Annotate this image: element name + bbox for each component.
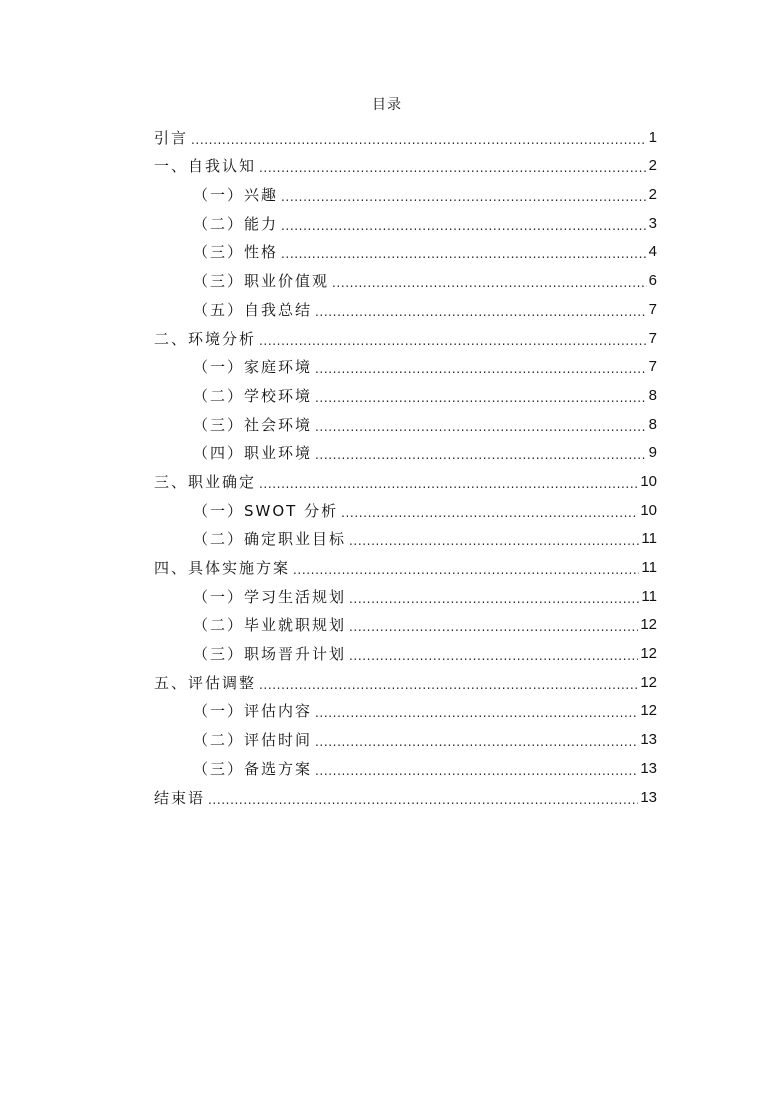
toc-entry-label: （一）SWOT 分析 <box>193 501 339 520</box>
toc-leader-dots <box>349 620 638 634</box>
toc-entry-label: （二）确定职业目标 <box>193 530 347 549</box>
toc-entry-label: 二、环境分析 <box>154 329 257 348</box>
toc-leader-dots <box>315 448 647 462</box>
toc-entry[interactable] <box>154 175 657 204</box>
toc-leader-dots <box>259 678 638 692</box>
toc-leader-dots <box>341 506 638 520</box>
toc-entry-page: 6 <box>648 272 657 290</box>
toc-leader-dots <box>191 133 647 147</box>
toc-entry-label: 结束语 <box>154 788 206 807</box>
toc-entry[interactable] <box>154 261 657 290</box>
toc-entry-page: 2 <box>648 186 657 204</box>
toc-entry-page: 12 <box>640 616 657 634</box>
toc-entry[interactable] <box>154 147 657 176</box>
toc-entry[interactable] <box>154 118 657 147</box>
toc-entry[interactable] <box>154 462 657 491</box>
toc-entry[interactable] <box>154 290 657 319</box>
toc-entry-label: （二）能力 <box>193 214 279 233</box>
toc-entry-page: 7 <box>648 358 657 376</box>
toc-entry[interactable] <box>154 434 657 463</box>
toc-leader-dots <box>281 190 647 204</box>
toc-entry[interactable] <box>154 204 657 233</box>
toc-entry-page: 11 <box>641 559 657 576</box>
toc-entry-page: 12 <box>640 645 657 663</box>
toc-entry-label: （三）备选方案 <box>193 759 313 778</box>
toc-entry-label: （一）兴趣 <box>193 186 279 205</box>
toc-entry-page: 13 <box>640 731 657 749</box>
toc-title: 目录 <box>372 97 402 113</box>
toc-entry-label: （一）学习生活规划 <box>193 587 347 606</box>
toc-entry-page: 8 <box>648 386 657 404</box>
toc-leader-dots <box>349 534 639 548</box>
toc-leader-dots <box>208 793 638 807</box>
toc-entry-label: 五、评估调整 <box>154 673 257 692</box>
toc-leader-dots <box>315 305 647 319</box>
toc-entry[interactable] <box>154 663 657 692</box>
toc-entry[interactable] <box>154 348 657 377</box>
toc-leader-dots <box>259 477 638 491</box>
toc-entry-label: 引言 <box>154 128 189 147</box>
toc-entry-label: （二）学校环境 <box>193 386 313 405</box>
toc-entry-page: 10 <box>640 472 657 490</box>
toc-entry[interactable] <box>154 376 657 405</box>
toc-entry-page: 9 <box>648 444 657 462</box>
toc-entry-label: 三、职业确定 <box>154 472 257 491</box>
toc-entry-label: 一、自我认知 <box>154 157 257 176</box>
toc-leader-dots <box>315 420 647 434</box>
toc-entry[interactable] <box>154 319 657 348</box>
toc-entry[interactable] <box>154 749 657 778</box>
toc-leader-dots <box>281 219 647 233</box>
toc-entry[interactable] <box>154 606 657 635</box>
toc-entry-label: 四、具体实施方案 <box>154 559 291 577</box>
toc-entry-page: 12 <box>640 673 657 691</box>
toc-entry-label: （二）评估时间 <box>193 731 313 750</box>
toc-entry-label: （三）职场晋升计划 <box>193 645 347 664</box>
toc-entry-page: 8 <box>648 415 657 433</box>
toc-leader-dots <box>315 735 638 749</box>
toc-entry-page: 10 <box>640 501 657 519</box>
toc-leader-dots <box>315 764 638 778</box>
toc-entry-label: （一）家庭环境 <box>193 358 313 377</box>
toc-entry[interactable] <box>154 520 657 549</box>
toc-entry-page: 13 <box>640 788 657 806</box>
toc-leader-dots <box>332 276 647 290</box>
toc-entry-label: （三）性格 <box>193 243 279 262</box>
toc-entry[interactable] <box>154 233 657 262</box>
toc-entry-label: （五）自我总结 <box>193 300 313 319</box>
toc-leader-dots <box>315 362 647 376</box>
toc-entry-page: 11 <box>641 587 657 605</box>
toc-entry-label: （二）毕业就职规划 <box>193 616 347 635</box>
toc-entry-page: 2 <box>648 157 657 175</box>
toc-leader-dots <box>315 391 647 405</box>
toc-leader-dots <box>349 649 638 663</box>
toc-entry-label: （一）评估内容 <box>193 702 313 721</box>
toc-leader-dots <box>349 592 639 606</box>
toc-entry[interactable] <box>154 778 657 807</box>
toc-entry[interactable] <box>154 720 657 749</box>
toc-entry-page: 12 <box>640 702 657 720</box>
toc-entry-page: 11 <box>641 530 657 548</box>
toc-entry-page: 7 <box>648 329 657 347</box>
toc-leader-dots <box>281 247 647 261</box>
toc-entry-page: 7 <box>648 300 657 318</box>
toc-leader-dots <box>259 161 647 175</box>
toc-entry-page: 3 <box>648 214 657 232</box>
toc-entry-page: 13 <box>640 759 657 777</box>
toc-entry-label: （三）职业价值观 <box>193 272 330 291</box>
toc-entry[interactable] <box>154 634 657 663</box>
toc-entry-page: 1 <box>648 128 657 146</box>
toc-list <box>154 118 657 807</box>
toc-entry[interactable] <box>154 692 657 721</box>
toc-leader-dots <box>315 706 638 720</box>
toc-entry-page: 4 <box>648 243 657 261</box>
toc-entry[interactable] <box>154 405 657 434</box>
toc-entry-label: （三）社会环境 <box>193 415 313 434</box>
toc-entry-label: （四）职业环境 <box>193 444 313 463</box>
toc-entry[interactable] <box>154 491 657 520</box>
toc-entry[interactable] <box>154 577 657 606</box>
toc-entry[interactable] <box>154 548 657 577</box>
toc-leader-dots <box>293 563 639 577</box>
toc-leader-dots <box>259 334 647 348</box>
